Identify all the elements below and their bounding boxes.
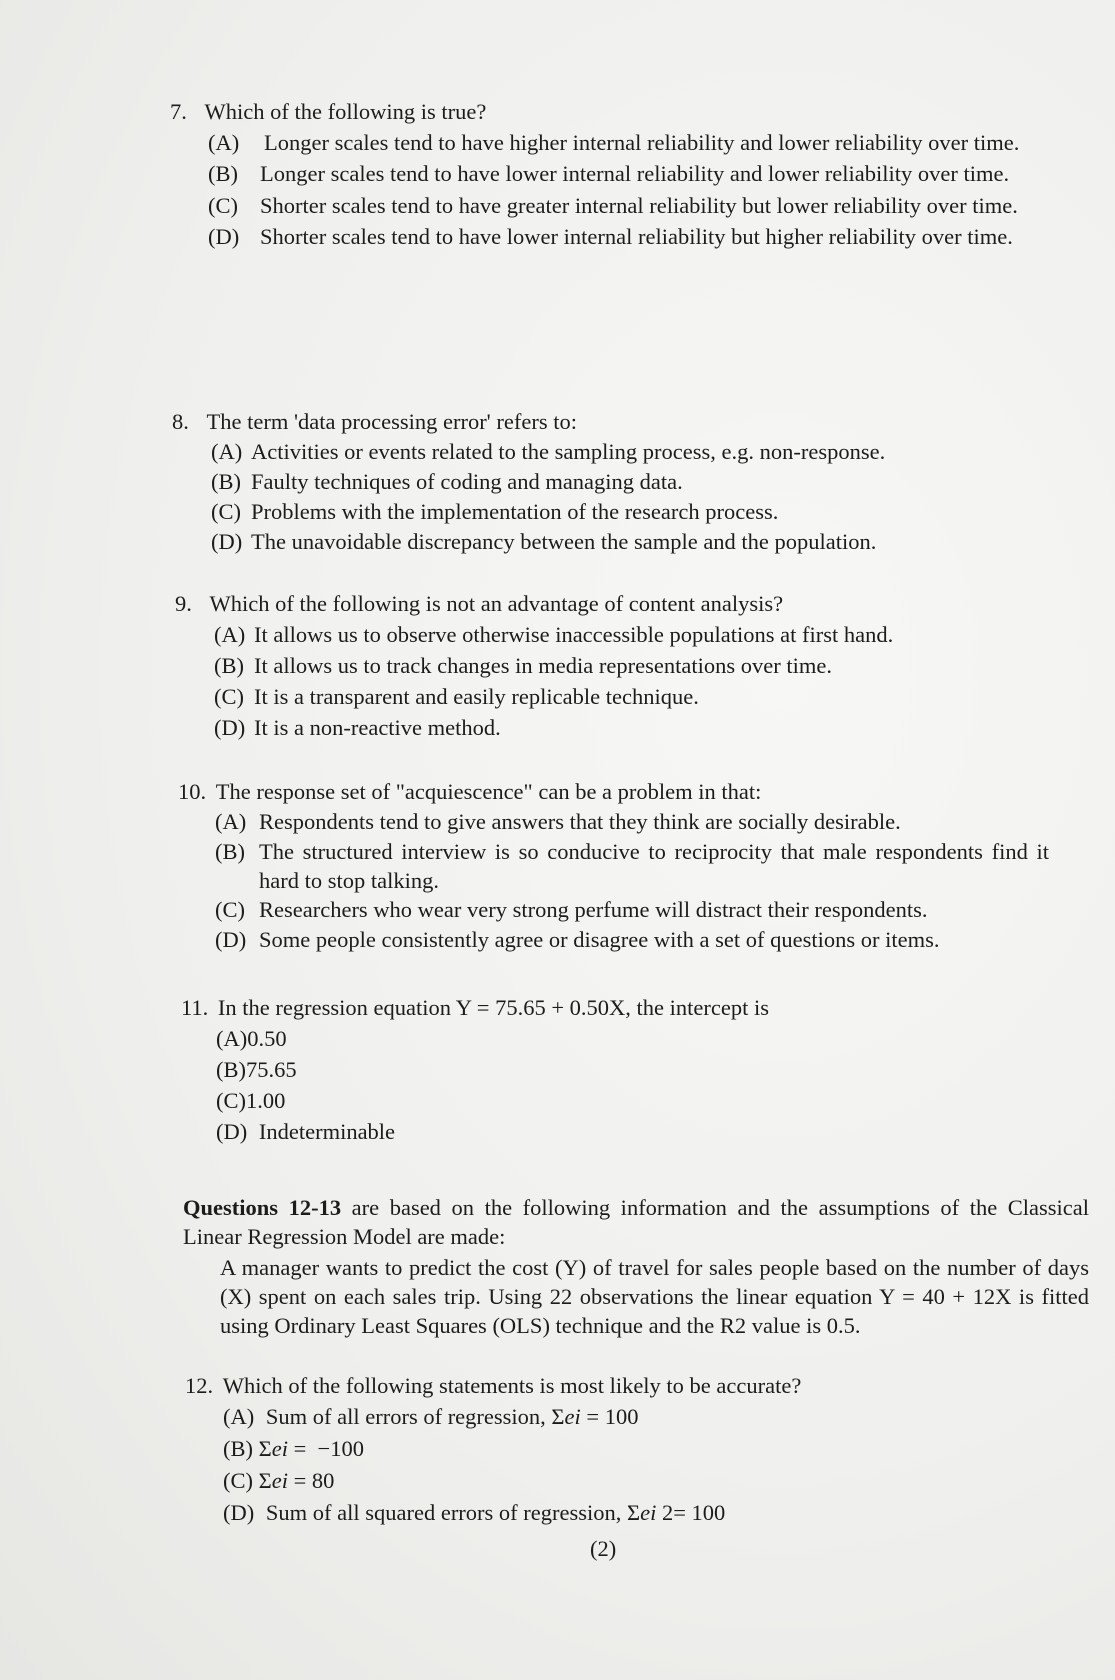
question-9 — [175, 589, 1075, 743]
option-a: (A) It allows us to observe otherwise inaccessible populations at first hand. — [214, 621, 894, 647]
option-d: (D) Some people consistently agree or disagree with a set of questions or items. — [215, 926, 940, 952]
option-d: (D) Shorter scales tend to have lower internal reliability but higher reliability over time. — [208, 224, 1013, 249]
page-number: (2) — [590, 1536, 617, 1561]
option-b: (B) The structured interview is so conducive to reciprocity that male respondents find it hard to stop talking. — [215, 838, 1049, 893]
question-10 — [178, 777, 1058, 955]
question-text: Which of the following is true? — [204, 99, 487, 124]
option-d: (D) It is a non-reactive method. — [214, 714, 501, 740]
option-a: (A) Activities or events related to the sampling process, e.g. non-response. — [211, 438, 886, 464]
option-d: (D) Indeterminable — [216, 1118, 396, 1144]
option-b: (B) Σei = −100 — [223, 1435, 364, 1461]
option-b: (B)75.65 — [216, 1056, 297, 1082]
question-12 — [185, 1371, 1065, 1529]
question-10-stem: 10. The response set of "acquiescence" can be a problem in that: — [178, 779, 762, 804]
option-a: (A)0.50 — [216, 1025, 287, 1051]
question-7-stem — [170, 97, 1080, 127]
option-a: (A) Respondents tend to give answers that they think are socially desirable. — [215, 808, 901, 834]
question-12-stem: 12. Which of the following statements is most likely to be accurate? — [185, 1373, 802, 1398]
option-c: (C) Researchers who wear very strong perfume will distract their respondents. — [215, 896, 928, 922]
option-c: (C) Shorter scales tend to have greater internal reliability but lower reliability over time. — [208, 192, 1018, 218]
option-c: (C) Problems with the implementation of the research process. — [211, 498, 779, 524]
option-c: (C) Σei = 80 — [223, 1467, 335, 1493]
option-d: (D) Sum of all squared errors of regression, Σei 2= 100 — [223, 1499, 726, 1525]
option-b: (B) Longer scales tend to have lower internal reliability and lower reliability over time. — [208, 161, 1010, 186]
question-11 — [181, 993, 1061, 1147]
option-c: (C) It is a transparent and easily replicable technique. — [214, 683, 699, 709]
shared-passage — [183, 1193, 1089, 1340]
passage-intro: Questions 12-13 are based on the following information and the assumptions of the Classical Linear Regression Model are made: — [183, 1195, 1090, 1249]
question-number: 7. — [170, 99, 187, 124]
option-a: (A) Sum of all errors of regression, Σei = 100 — [223, 1403, 639, 1429]
option-a: (A) Longer scales tend to have higher internal reliability and lower reliability over time. — [208, 129, 1020, 155]
question-11-stem: 11. In the regression equation Y = 75.65 + 0.50X, the intercept is — [181, 995, 770, 1020]
option-b: (B) Faulty techniques of coding and managing data. — [211, 468, 683, 494]
option-c: (C)1.00 — [216, 1087, 286, 1113]
option-d: (D) The unavoidable discrepancy between the sample and the population. — [211, 528, 877, 554]
option-b: (B) It allows us to track changes in media representations over time. — [214, 652, 832, 678]
question-8 — [172, 407, 1072, 557]
question-8-stem: 8. The term 'data processing error' refers to: — [172, 409, 577, 434]
question-7 — [170, 97, 1080, 253]
passage-body: A manager wants to predict the cost (Y) of travel for sales people based on the number of days (X) spent on each sales trip. Using 22 observations the linear equation Y = 40 + 12X is fitted using Ordinary Least Squares (OLS) technique and the R2 value is 0.5. — [220, 1255, 1089, 1338]
question-9-stem: 9. Which of the following is not an advantage of content analysis? — [175, 591, 784, 616]
